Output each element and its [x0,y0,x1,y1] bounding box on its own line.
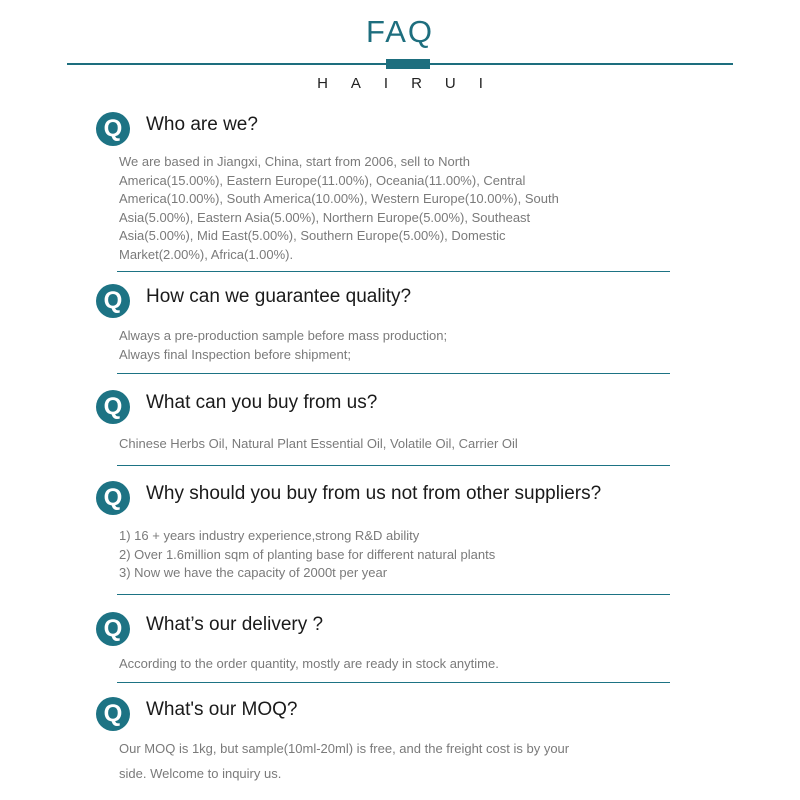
faq-answer [119,527,589,583]
faq-answer [119,736,589,786]
faq-divider [117,465,670,466]
answer-line: 1) 16 + years industry experience,strong R&D ability [119,528,420,543]
answer-line: Always final Inspection before shipment; [119,346,351,362]
answer-line: Chinese Herbs Oil, Natural Plant Essential Oil, Volatile Oil, Carrier Oil [119,436,518,451]
answer-line: We are based in Jiangxi, China, start from 2006, sell to North [119,154,470,169]
faq-divider [117,682,670,683]
q-icon: Q [96,612,130,646]
answer-line: 3) Now we have the capacity of 2000t per year [119,565,388,580]
faq-question: How can we guarantee quality? [146,286,412,307]
q-icon: Q [96,481,130,515]
answer-line: Asia(5.00%), Mid East(5.00%), Southern Europe(5.00%), Domestic [119,228,506,243]
answer-line: side. Welcome to inquiry us. [119,766,282,781]
answer-line: America(10.00%), South America(10.00%), Western Europe(10.00%), South [119,191,559,206]
faq-answer [119,327,589,364]
q-icon: Q [96,284,130,318]
answer-line: Asia(5.00%), Eastern Asia(5.00%), Northern Europe(5.00%), Southeast [119,209,531,225]
brand-name: HAIRUI [317,75,506,92]
faq-divider [117,594,670,595]
q-icon: Q [96,390,130,424]
q-icon: Q [96,112,130,146]
answer-line: America(15.00%), Eastern Europe(11.00%), Oceania(11.00%), Central [119,172,526,188]
faq-question: Who are we? [146,114,258,135]
faq-divider [117,373,670,374]
answer-line: According to the order quantity, mostly are ready in stock anytime. [119,656,499,671]
page-title: FAQ [365,14,434,49]
faq-question: What can you buy from us? [146,392,378,413]
faq-question: Why should you buy from us not from other suppliers? [146,483,602,504]
faq-answer [119,655,589,674]
q-icon: Q [96,697,130,731]
faq-divider [117,271,670,272]
faq-question: What’s our delivery ? [146,614,324,635]
answer-line: Our MOQ is 1kg, but sample(10ml-20ml) is free, and the freight cost is by your [119,741,570,756]
answer-line: Always a pre-production sample before mass production; [119,328,448,343]
answer-line: Market(2.00%), Africa(1.00%). [119,246,294,262]
faq-answer [119,435,589,454]
header-accent-bar [386,59,430,69]
answer-line: 2) Over 1.6million sqm of planting base for different natural plants [119,546,496,562]
faq-answer [119,153,589,264]
faq-question: What's our MOQ? [146,699,298,720]
